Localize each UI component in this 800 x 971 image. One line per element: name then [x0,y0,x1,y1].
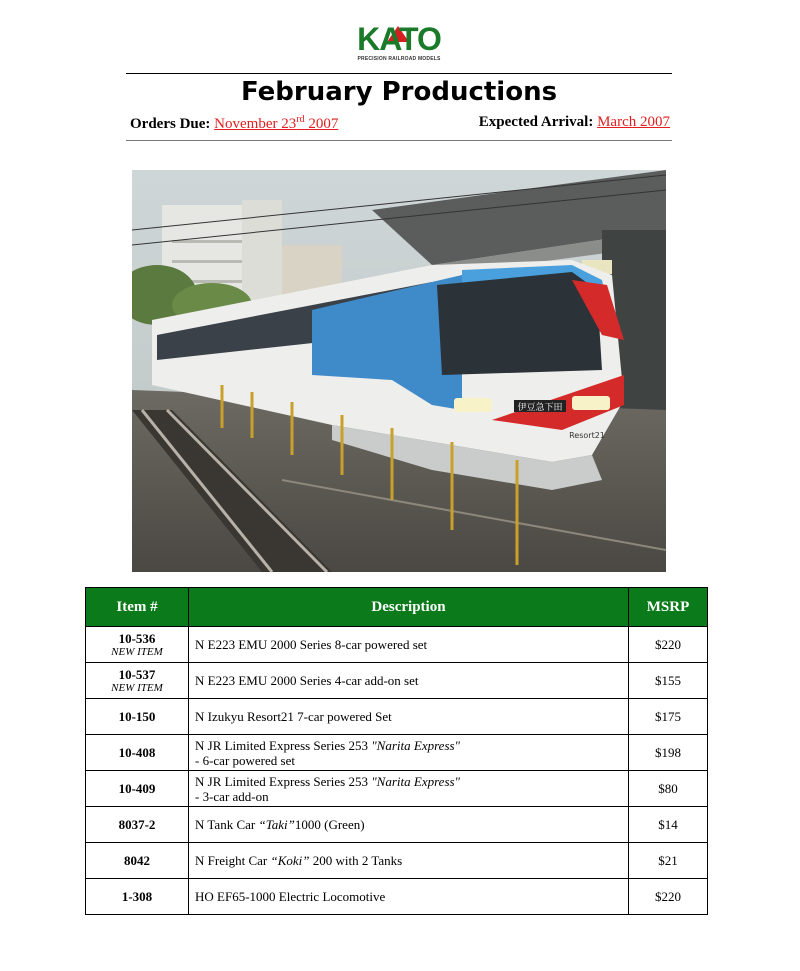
logo-brand: KATO [357,21,441,57]
orders-due-label: Orders Due: [130,116,211,132]
dates-row [130,114,670,134]
orders-due-date: November 23rd 2007 [214,114,339,132]
table-row [86,807,708,843]
logo-tagline: PRECISION RAILROAD MODELS [357,56,441,62]
table-row [86,663,708,699]
item-description: N E223 EMU 2000 Series 8-car powered set [189,627,629,663]
item-number: 10-150 [86,699,189,735]
table-row [86,771,708,807]
header-rule-bottom [126,140,672,141]
item-description: N Tank Car “Taki”1000 (Green) [189,807,629,843]
item-number: 10-537 NEW ITEM [86,663,189,699]
table-row [86,699,708,735]
new-item-badge: NEW ITEM [111,646,163,658]
item-description: N Freight Car “Koki” 200 with 2 Tanks [189,843,629,879]
item-msrp: $155 [629,663,708,699]
item-msrp: $220 [629,879,708,915]
item-number: 8042 [86,843,189,879]
header-rule-top [126,73,672,74]
products-table [85,587,708,915]
table-header-row [86,588,708,627]
item-number: 10-536 NEW ITEM [86,627,189,663]
expected-arrival-date: March 2007 [597,114,670,130]
item-description: N Izukyu Resort21 7-car powered Set [189,699,629,735]
item-description: N JR Limited Express Series 253 "Narita Express" - 6-car powered set [189,735,629,771]
item-number: 1-308 [86,879,189,915]
new-item-badge: NEW ITEM [111,682,163,694]
train-photo [132,170,666,572]
table-row [86,843,708,879]
expected-arrival-label: Expected Arrival: [478,114,594,130]
item-number: 10-408 [86,735,189,771]
table-row [86,627,708,663]
orders-due [130,114,338,133]
page-title: February Productions [240,77,558,107]
kato-logo [354,22,444,66]
item-description: N E223 EMU 2000 Series 4-car add-on set [189,663,629,699]
item-msrp: $80 [629,771,708,807]
item-msrp: $14 [629,807,708,843]
header-description: Description [189,588,629,627]
item-description: N JR Limited Express Series 253 "Narita Express" - 3-car add-on [189,771,629,807]
item-msrp: $21 [629,843,708,879]
header-item: Item # [86,588,189,627]
destination-sign: 伊豆急下田 [517,403,563,413]
item-description: HO EF65-1000 Electric Locomotive [189,879,629,915]
item-number: 8037-2 [86,807,189,843]
table-row [86,879,708,915]
item-msrp: $175 [629,699,708,735]
item-number: 10-409 [86,771,189,807]
table-row [86,735,708,771]
expected-arrival [479,114,670,131]
item-msrp: $198 [629,735,708,771]
train-brand-mark: Resort21 [569,431,605,440]
item-msrp: $220 [629,627,708,663]
header-msrp: MSRP [629,588,708,627]
